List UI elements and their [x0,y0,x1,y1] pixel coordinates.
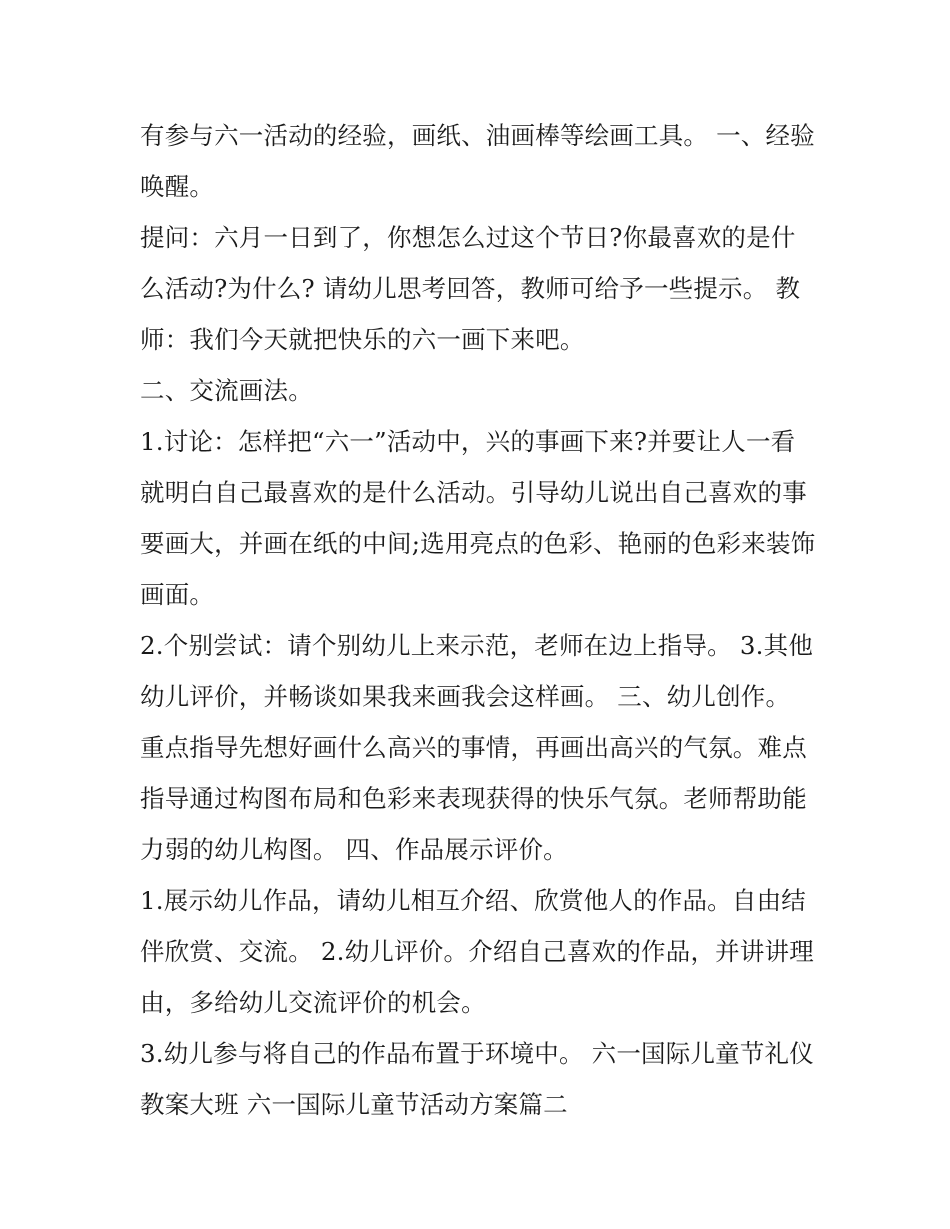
paragraph-question: 提问：六月一日到了，你想怎么过这个节日?你最喜欢的是什么活动?为什么? 请幼儿思考回答，教师可给予一些提示。 教师：我们今天就把快乐的六一画下来吧。 [140,223,801,354]
paragraph-section-two-heading: 二、交流画法。 [140,376,313,405]
paragraph-materials: 有参与六一活动的经验，画纸、油画棒等绘画工具。 一、经验唤醒。 [140,121,815,201]
document-body [140,110,820,1130]
paragraph-work-display: 1.展示幼儿作品，请幼儿相互介绍、欣赏他人的作品。自由结伴欣赏、交流。 2.幼儿评价。介绍自己喜欢的作品，并讲讲理由，多给幼儿交流评价的机会。 [140,886,814,1017]
paragraph-individual-trial: 2.个别尝试：请个别幼儿上来示范，老师在边上指导。 3.其他幼儿评价，并畅谈如果我来画我会这样画。 三、幼儿创作。 重点指导先想好画什么高兴的事情，再画出高兴的气氛。难点指导通过构图布局和色彩来表现获得的快乐气氛。老师帮助能力弱的幼儿构图。 四、作品展示评价。 [140,631,814,864]
paragraph-arrangement: 3.幼儿参与将自己的作品布置于环境中。 六一国际儿童节礼仪教案大班 六一国际儿童节活动方案篇二 [140,1039,814,1119]
paragraph-discussion: 1.讨论：怎样把“六一”活动中，兴的事画下来?并要让人一看就明白自己最喜欢的是什么活动。引导幼儿说出自己喜欢的事要画大，并画在纸的中间;选用亮点的色彩、艳丽的色彩来装饰画面。 [140,427,816,609]
